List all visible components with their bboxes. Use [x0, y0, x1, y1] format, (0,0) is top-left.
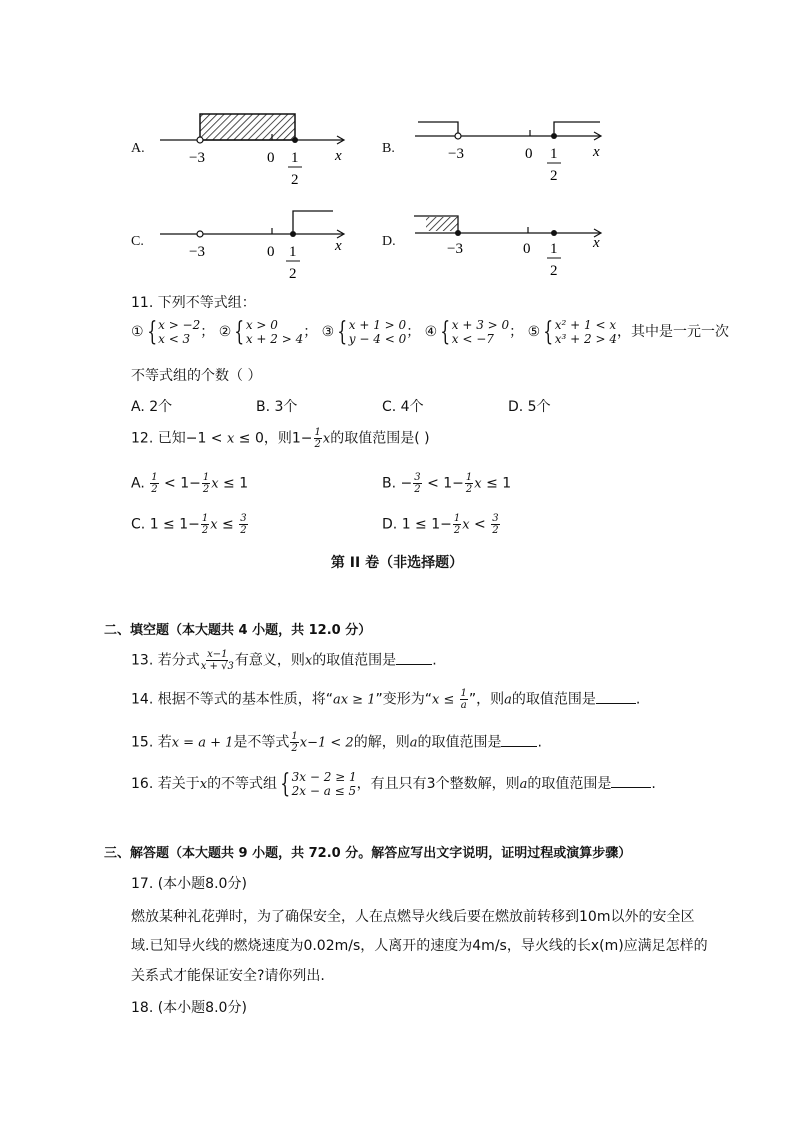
q17-line2: 域.已知导火线的燃烧速度为0.02m/s，人离开的速度为4m/s，导火线的长x(m)应满足怎样的	[131, 938, 708, 954]
q11-line2: 不等式组的个数（ ）	[131, 368, 262, 384]
axis-x-label: x	[593, 235, 600, 251]
system-5: { x² + 1 < x x³ + 2 > 4	[543, 317, 617, 347]
tick-half-den: 2	[291, 172, 299, 188]
option-d-label: D.	[382, 234, 396, 249]
tick-half-num: 1	[550, 241, 558, 257]
section2-title: 二、填空题（本大题共 4 小题，共 12.0 分）	[104, 623, 372, 638]
axis-x-label: x	[335, 238, 342, 254]
part2-title: 第 II 卷（非选择题）	[330, 555, 464, 571]
q17-line3: 关系式才能保证安全?请你列出.	[131, 968, 325, 984]
q18-head: 18. (本小题8.0分)	[131, 1000, 247, 1016]
tick-neg3: −3	[448, 146, 464, 162]
closed-point	[292, 137, 298, 143]
q12-stem: 12. 已知−1 < x ≤ 0，则1− $\frac{1}{2}$ x的取值范围是( )	[131, 427, 430, 450]
q12-option-a: A. $\frac{1}{2}$ < 1− $\frac{1}{2}$ x ≤ 1	[131, 472, 249, 495]
number-line-d	[410, 200, 610, 285]
q11-systems: ① { x > −2 x < 3 ； ② { x > 0 x + 2 > 4 ； ③ { x + 1 > 0 y − 4 < 0 ； ④ { x + 3 > 0 x < −7 ； ⑤ { x² + 1 < x x³ + 2 > 4 ，其中是一元一次	[131, 317, 729, 347]
circled-2: ②	[218, 324, 232, 340]
q14: 14. 根据不等式的基本性质，将“ax ≥ 1”变形为“x ≤ $\frac{1}{a}$ ”，则a的取值范围是 .	[131, 688, 641, 711]
tick-0: 0	[267, 150, 275, 166]
system-1: { x > −2 x < 3	[146, 317, 201, 347]
q13: 13. 若分式 $\frac{x-1}{x + √3}$ 有意义，则x的取值范围是 .	[131, 649, 437, 672]
option-c-label: C.	[131, 234, 144, 249]
q17-head: 17. (本小题8.0分)	[131, 876, 247, 892]
tick-neg3: −3	[447, 241, 463, 257]
circled-5: ⑤	[527, 324, 541, 340]
circled-3: ③	[321, 324, 335, 340]
tick-neg3: −3	[189, 244, 205, 260]
tick-half-den: 2	[550, 168, 558, 184]
tick-0: 0	[523, 241, 531, 257]
q12-option-b: B. − $\frac{3}{2}$ < 1− $\frac{1}{2}$ x ≤ 1	[382, 472, 512, 495]
q11-option-b: B. 3个	[256, 399, 298, 415]
q12-option-d: D. 1 ≤ 1− $\frac{1}{2}$ x < $\frac{3}{2}$	[382, 513, 499, 536]
q15: 15. 若x = a + 1是不等式 $\frac{1}{2}$ x−1 < 2的解，则a的取值范围是 .	[131, 731, 542, 754]
circled-1: ①	[131, 324, 144, 340]
tick-half-num: 1	[550, 146, 558, 162]
tick-0: 0	[267, 244, 275, 260]
answer-blank[interactable]	[596, 691, 636, 704]
number-line-a	[155, 105, 355, 190]
q11-option-d: D. 5个	[508, 399, 551, 415]
tick-half-den: 2	[550, 263, 558, 279]
option-b-label: B.	[382, 141, 395, 156]
answer-blank[interactable]	[396, 652, 432, 665]
axis-x-label: x	[335, 148, 342, 164]
number-line-c	[155, 200, 355, 285]
option-a-label: A.	[131, 141, 145, 156]
tick-half-num: 1	[289, 244, 297, 260]
q17-line1: 燃放某种礼花弹时，为了确保安全，人在点燃导火线后要在燃放前转移到10m以外的安全区	[131, 909, 695, 925]
open-point	[197, 137, 203, 143]
q11-option-c: C. 4个	[382, 399, 424, 415]
solution-region	[200, 114, 295, 140]
circled-4: ④	[424, 324, 438, 340]
q16: 16. 若关于x的不等式组 { 3x − 2 ≥ 1 2x − a ≤ 5 ，有且只有3个整数解，则a的取值范围是 .	[131, 769, 656, 799]
system-4: { x + 3 > 0 x < −7	[440, 317, 510, 347]
answer-blank[interactable]	[501, 734, 537, 747]
system-2: { x > 0 x + 2 > 4	[234, 317, 304, 347]
tick-0: 0	[525, 146, 533, 162]
section3-title: 三、解答题（本大题共 9 小题，共 72.0 分。解答应写出文字说明，证明过程或演算步骤）	[104, 846, 632, 861]
axis-x-label: x	[593, 144, 600, 160]
q11-option-a: A. 2个	[131, 399, 173, 415]
tick-neg3: −3	[189, 150, 205, 166]
q11-stem: 11. 下列不等式组：	[131, 295, 256, 311]
q12-option-c: C. 1 ≤ 1− $\frac{1}{2}$ x ≤ $\frac{3}{2}$	[131, 513, 247, 536]
answer-blank[interactable]	[611, 775, 651, 788]
number-line-b	[410, 108, 610, 188]
tick-half-den: 2	[289, 266, 297, 282]
system-3: { x + 1 > 0 y − 4 < 0	[337, 317, 407, 347]
tick-half-num: 1	[291, 150, 299, 166]
